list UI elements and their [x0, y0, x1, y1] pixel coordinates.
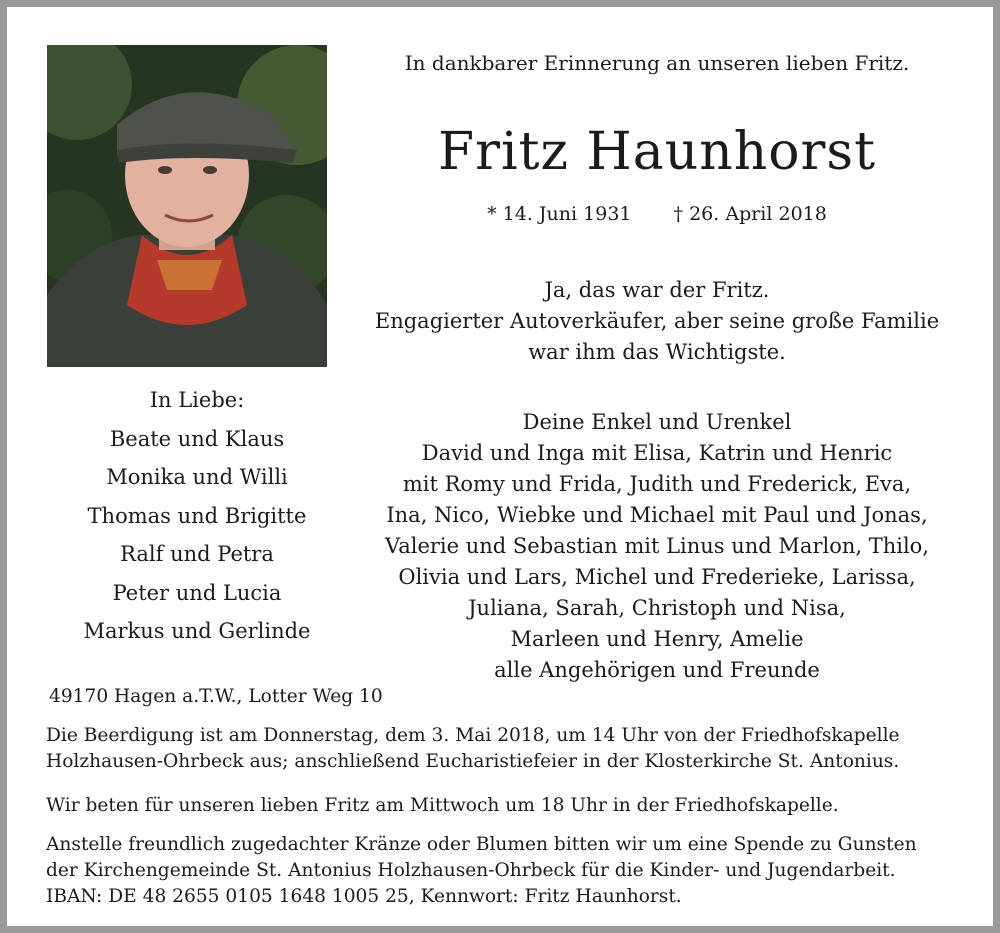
burial-paragraph	[46, 723, 971, 775]
donation-paragraph	[46, 832, 971, 910]
prayer-paragraph: Wir beten für unseren lieben Fritz am Mittwoch um 18 Uhr in der Friedhofskapelle.	[46, 795, 839, 816]
grandchildren-line: Juliana, Sarah, Christoph und Nisa,	[468, 596, 846, 620]
grandchildren-line: Ina, Nico, Wiebke und Michael mit Paul und Jonas,	[386, 503, 928, 527]
grandchildren-line: Marleen und Henry, Amelie	[510, 627, 804, 651]
motto-line: Ja, das war der Fritz.	[544, 278, 770, 302]
grandchildren-line: alle Angehörigen und Freunde	[494, 658, 820, 682]
portrait-photo	[47, 45, 327, 367]
mourner-name: Beate und Klaus	[109, 426, 285, 451]
donation-line: der Kirchengemeinde St. Antonius Holzhausen-Ohrbeck für die Kinder- und Jugendarbeit.	[46, 860, 896, 881]
grandchildren-line: Olivia und Lars, Michel und Frederieke, Larissa,	[398, 565, 916, 589]
mourner-name: Thomas und Brigitte	[87, 503, 307, 528]
birth-date: * 14. Juni 1931	[487, 203, 632, 225]
grandchildren-line: David und Inga mit Elisa, Katrin und Henric	[421, 441, 893, 465]
in-liebe-list	[47, 381, 347, 651]
donation-line: Anstelle freundlich zugedachter Kränze oder Blumen bitten wir um eine Spende zu Gunsten	[46, 834, 917, 855]
deceased-name: Fritz Haunhorst	[438, 122, 876, 182]
death-date: † 26. April 2018	[673, 203, 827, 225]
mourner-name: Markus und Gerlinde	[83, 619, 311, 643]
grandchildren-line: mit Romy und Frida, Judith und Frederick, Eva,	[402, 472, 912, 496]
intro-text: In dankbarer Erinnerung an unseren lieben Fritz.	[404, 51, 910, 75]
grandchildren-heading: Deine Enkel und Urenkel	[522, 410, 792, 434]
burial-line: Die Beerdigung ist am Donnerstag, dem 3. Mai 2018, um 14 Uhr von der Friedhofskapelle	[46, 725, 900, 746]
mourner-name: Ralf und Petra	[120, 542, 274, 566]
in-liebe-heading: In Liebe:	[149, 388, 245, 412]
life-dates	[337, 203, 977, 225]
mourner-name: Monika und Willi	[106, 465, 288, 489]
family-address: 49170 Hagen a.T.W., Lotter Weg 10	[49, 686, 383, 707]
grandchildren-list	[337, 407, 977, 686]
burial-line: Holzhausen-Ohrbeck aus; anschließend Eucharistiefeier in der Klosterkirche St. Antonius.	[46, 751, 900, 772]
donation-iban: IBAN: DE 48 2655 0105 1648 1005 25, Kennwort: Fritz Haunhorst.	[46, 886, 682, 907]
motto-line: war ihm das Wichtigste.	[528, 340, 786, 364]
grandchildren-line: Valerie und Sebastian mit Linus und Marlon, Thilo,	[384, 534, 929, 558]
motto-line: Engagierter Autoverkäufer, aber seine große Familie	[374, 309, 940, 333]
motto-text	[337, 275, 977, 368]
mourner-name: Peter und Lucia	[112, 580, 282, 605]
